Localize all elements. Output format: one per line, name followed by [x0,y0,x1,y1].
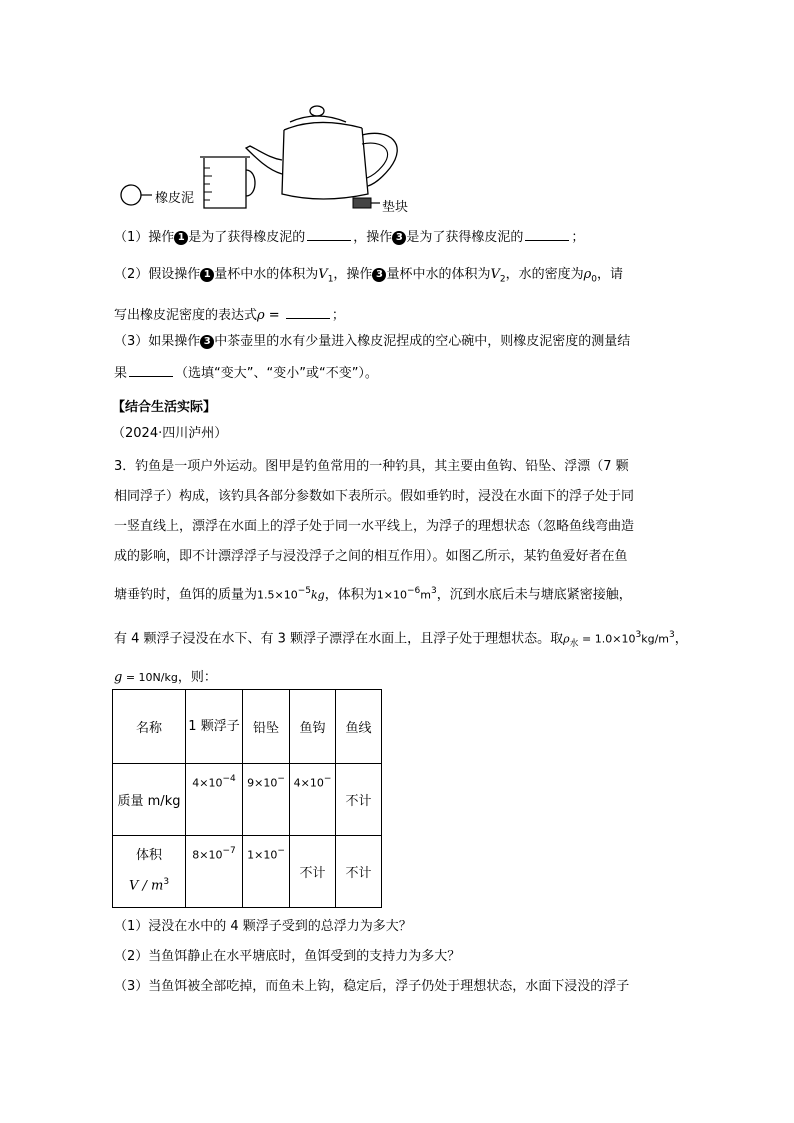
table-cell: 质量 m/kg [113,764,186,836]
experiment-figure [112,100,432,218]
question-line: 3．钓鱼是一项户外运动。图甲是钓鱼常用的一种钓具，其主要由鱼钩、铅坠、浮漂（7 颗 [114,459,629,474]
clay-label: 橡皮泥 [155,191,195,206]
answer-blank[interactable] [307,226,351,241]
question-line: 塘垂钓时，鱼饵的质量为$1.5\times 10^{-5}kg$，体积为$1\times 10^{-6}m^3$，沉到水底后未与塘底紧密接触， [114,586,632,603]
sub-question-1: （1）操作 1 是为了获得橡皮泥的 ，操作 3 是为了获得橡皮泥的 ； [114,224,689,252]
answer-blank[interactable] [525,226,569,241]
table-cell: 体积 V / $m^3$ [113,836,186,908]
question-list [114,912,689,1002]
answer-blank[interactable] [286,304,330,319]
table-cell: $4\times 10^{-4}$ [186,764,243,836]
circled-number: 1 [200,268,214,282]
table-cell: 不计 [290,836,336,908]
block-icon [353,198,371,208]
list-item: （3）当鱼饵被全部吃掉，而鱼未上钩，稳定后，浮子仍处于理想状态，水面下浸没的浮子 [114,979,630,994]
table-header: 鱼线 [336,690,382,764]
table-header: 1 颗浮子 [186,690,243,764]
list-item: （1）浸没在水中的 4 颗浮子受到的总浮力为多大？ [114,919,412,934]
sub-question-2: （2）假设操作 1 量杯中水的体积为$V_1$，操作 3 量杯中水的体积为$V_2$，水的密度为$\rho_0$，请 写出橡皮泥密度的表达式ρ = ； [114,267,623,323]
circled-number: 3 [392,231,406,245]
question-3-body [114,452,689,693]
table-cell: 9×10− [243,764,290,836]
question-line: 有 4 颗浮子浸没在水下、有 3 颗浮子漂浮在水面上，且浮子处于理想状态。取$\rho_水 = 1.0\times 10^3kg/m^3$， [114,630,688,650]
table-row [113,836,382,908]
table-header: 鱼钩 [290,690,336,764]
table-cell: 1×10− [243,836,290,908]
question-line: 一竖直线上，漂浮在水面上的浮子处于同一水平线上，为浮子的理想状态（忽略鱼线弯曲造 [114,519,635,534]
table-cell: $8\times 10^{-7}$ [186,836,243,908]
table-row [113,764,382,836]
table-row [113,690,382,764]
block-label: 垫块 [382,200,409,215]
table-header: 铅坠 [243,690,290,764]
list-item: （2）当鱼饵静止在水平塘底时，鱼饵受到的支持力为多大？ [114,949,461,964]
circled-number: 1 [174,231,188,245]
table-cell: 不计 [336,836,382,908]
beaker-icon [200,157,255,208]
question-line: 成的影响，即不计漂浮浮子与浸没浮子之间的相互作用）。如图乙所示，某钓鱼爱好者在鱼 [114,549,628,564]
section-title: 【结合生活实际】 [112,400,217,415]
sub-question-3: （3）如果操作 3 中茶壶里的水有少量进入橡皮泥捏成的空心碗中，则橡皮泥密度的测量结 果 （选填“变大”、“变小”或“不变”）。 [114,334,631,381]
teapot-icon [246,106,397,199]
circled-number: 3 [200,335,214,349]
circled-number: 3 [372,268,386,282]
table-cell: 4×10− [290,764,336,836]
question-source: （2024·四川泸州） [112,426,228,441]
clay-icon [121,185,141,205]
answer-blank[interactable] [129,362,173,377]
question-line: g = 10N/kg，则： [114,670,217,686]
table-header: 名称 [113,690,186,764]
question-line: 相同浮子）构成，该钓具各部分参数如下表所示。假如垂钓时，浸没在水面下的浮子处于同 [114,489,635,504]
parameter-table [112,689,382,908]
table-cell: 不计 [336,764,382,836]
